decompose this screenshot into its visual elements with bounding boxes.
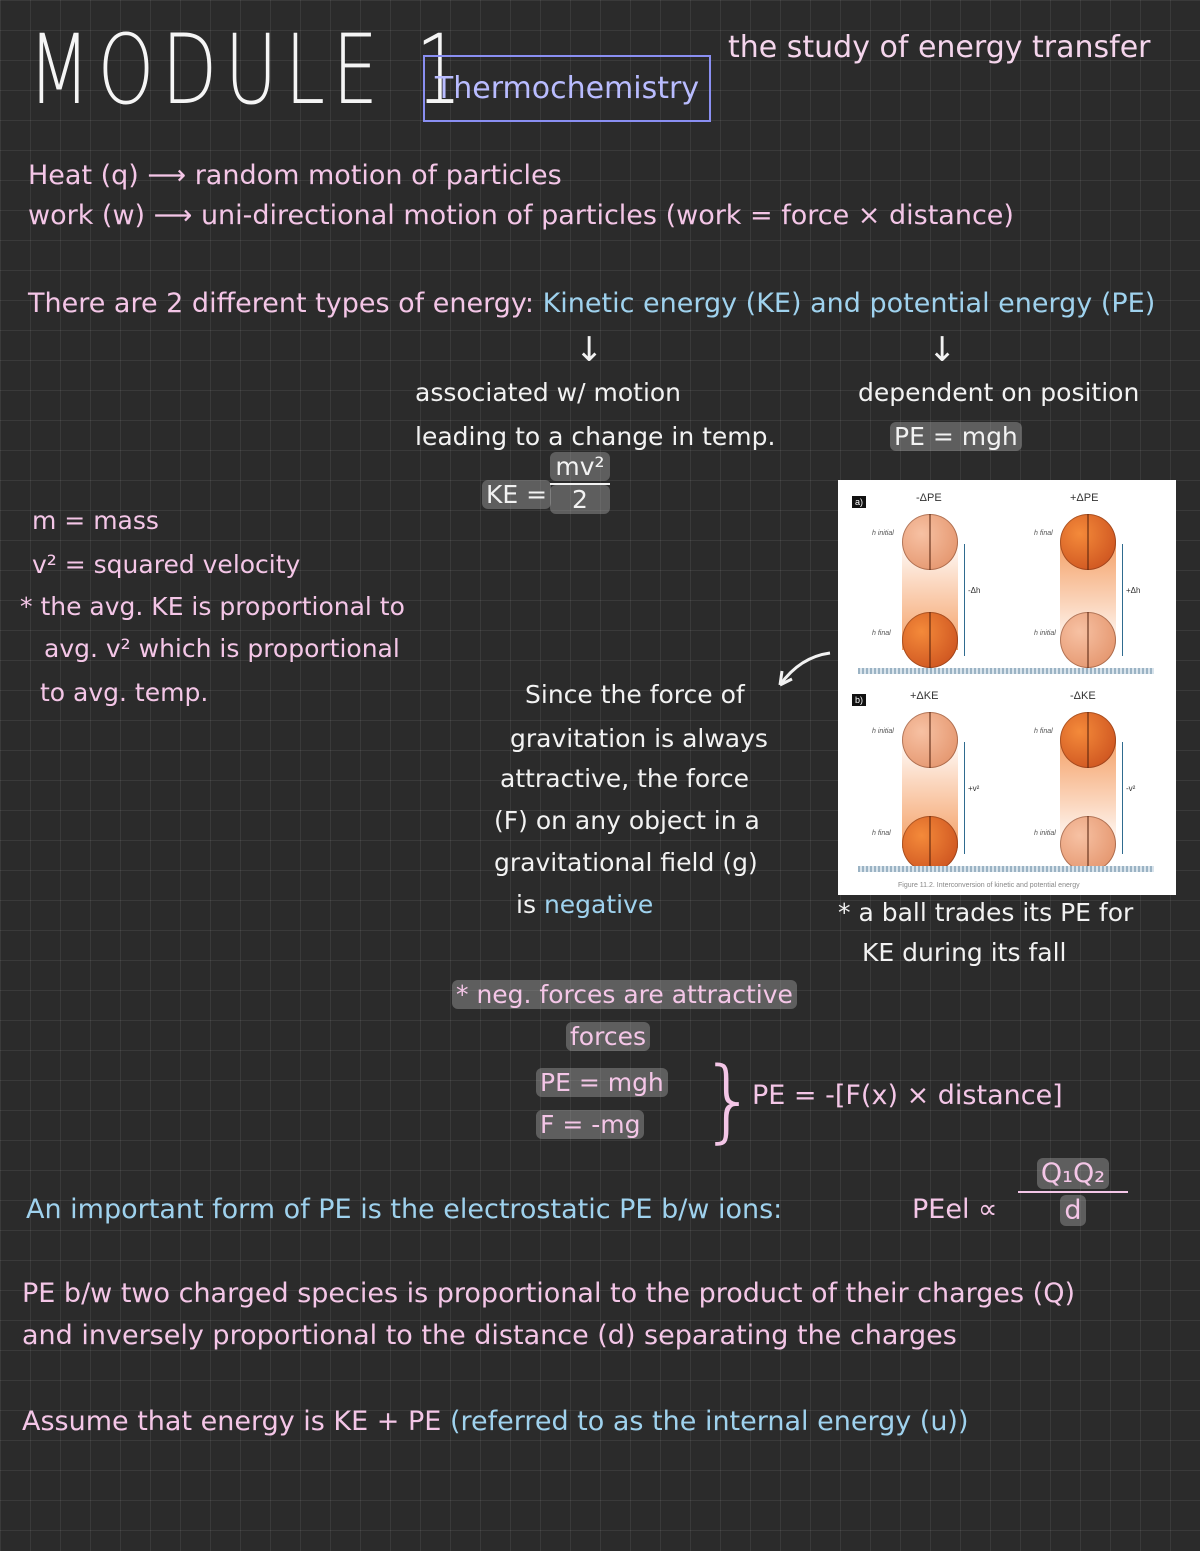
electrostatic-lhs: PEel ∝: [912, 1194, 998, 1225]
gravity-note-2: gravitation is always: [510, 724, 768, 753]
delta-h-label: -Δh: [968, 586, 981, 595]
panel-b-right-label: -ΔKE: [1070, 690, 1096, 702]
ball-start: [902, 712, 958, 768]
delta-arrow: [964, 544, 965, 656]
velocity-label: +v²: [968, 784, 980, 793]
kinetic-energy-term: Kinetic energy (KE): [542, 288, 802, 319]
curved-arrow-icon: [770, 645, 834, 697]
gravity-note-1: Since the force of: [525, 680, 745, 709]
topic-box: Thermochemistry: [423, 55, 711, 122]
h-initial-label: h initial: [1034, 630, 1056, 637]
ball-end: [902, 816, 958, 872]
internal-energy-line: [22, 1406, 969, 1437]
ke-note-1: * the avg. KE is proportional to: [20, 592, 405, 621]
h-final-label: h final: [1034, 728, 1053, 735]
pe-result: PE = -[F(x) × distance]: [752, 1080, 1063, 1111]
mass-note: m = mass: [32, 506, 159, 535]
internal-energy-pre: Assume that energy is KE + PE: [22, 1406, 442, 1437]
work-definition: work (w) ⟶ uni-directional motion of particles (work = force × distance): [28, 200, 1014, 231]
arrow-down-icon: ↓: [575, 330, 604, 370]
ball-start: [1060, 816, 1116, 872]
ball-end: [902, 612, 958, 668]
heat-definition: Heat (q) ⟶ random motion of particles: [28, 160, 562, 191]
velocity-note: v² = squared velocity: [32, 550, 301, 579]
negative-word: negative: [543, 890, 654, 919]
h-initial-label: h initial: [872, 530, 894, 537]
ke-description-2: leading to a change in temp.: [415, 422, 776, 451]
gravity-note-5: gravitational field (g): [494, 848, 758, 877]
h-final-label: h final: [872, 630, 891, 637]
ke-formula-denominator: 2: [550, 485, 610, 514]
delta-arrow: [1122, 544, 1123, 656]
electrostatic-text: An important form of PE is the electrostatic PE b/w ions:: [26, 1194, 783, 1225]
ground-line: [858, 866, 1154, 872]
ke-note-2: avg. v² which is proportional: [44, 634, 400, 663]
gravity-note-6: [516, 890, 653, 919]
panel-a-badge: a): [852, 496, 866, 508]
figure-caption: Figure 11.2. Interconversion of kinetic and potential energy: [898, 882, 1080, 889]
panel-a-right-label: +ΔPE: [1070, 492, 1099, 504]
h-final-label: h final: [872, 830, 891, 837]
arrow-down-icon: ↓: [928, 330, 957, 370]
proportional-line-1: PE b/w two charged species is proportional to the product of their charges (Q): [22, 1278, 1075, 1309]
energy-figure: [838, 480, 1176, 895]
ke-formula-fraction: [550, 452, 610, 514]
ball-end: [1060, 712, 1116, 768]
ground-line: [858, 668, 1154, 674]
pe-equation-2: F = -mg: [536, 1110, 644, 1139]
potential-energy-term: potential energy (PE): [869, 288, 1156, 319]
electrostatic-fraction: [1018, 1158, 1128, 1226]
subtitle: the study of energy transfer: [728, 30, 1151, 65]
pe-formula: PE = mgh: [890, 422, 1022, 451]
curly-brace: }: [700, 1048, 758, 1153]
pe-description: dependent on position: [858, 378, 1140, 407]
gravity-note-4: (F) on any object in a: [494, 806, 760, 835]
neg-forces-note-2: forces: [566, 1022, 650, 1051]
panel-b-badge: b): [852, 694, 866, 706]
pe-equation-1: PE = mgh: [536, 1068, 668, 1097]
ball-start: [1060, 612, 1116, 668]
panel-a-left-label: -ΔPE: [916, 492, 942, 504]
page-title: MODULE 1: [28, 14, 470, 126]
is-word: is: [516, 890, 536, 919]
ball-end: [1060, 514, 1116, 570]
proportional-line-2: and inversely proportional to the distance (d) separating the charges: [22, 1320, 957, 1351]
ball-start: [902, 514, 958, 570]
ke-description-1: associated w/ motion: [415, 378, 682, 407]
energy-intro: There are 2 different types of energy:: [28, 288, 534, 319]
and-word: and: [810, 288, 861, 319]
velocity-label: -v²: [1126, 784, 1136, 793]
panel-b-left-label: +ΔKE: [910, 690, 939, 702]
ball-note-1: * a ball trades its PE for: [838, 898, 1134, 927]
internal-energy-post: (referred to as the internal energy (u)): [449, 1406, 969, 1437]
neg-forces-note-1: * neg. forces are attractive: [452, 980, 797, 1009]
delta-arrow: [1122, 742, 1123, 854]
h-final-label: h final: [1034, 530, 1053, 537]
ball-note-2: KE during its fall: [862, 938, 1067, 967]
electrostatic-denominator: d: [1060, 1195, 1085, 1226]
energy-types-line: [28, 288, 1155, 319]
delta-arrow: [964, 742, 965, 854]
ke-formula-lhs: KE =: [482, 480, 551, 509]
electrostatic-numerator: Q₁Q₂: [1037, 1158, 1109, 1189]
h-initial-label: h initial: [1034, 830, 1056, 837]
h-initial-label: h initial: [872, 728, 894, 735]
fraction-bar: [1018, 1191, 1128, 1193]
gravity-note-3: attractive, the force: [500, 764, 750, 793]
ke-formula-numerator: mv²: [550, 452, 610, 481]
delta-h-label: +Δh: [1126, 586, 1141, 595]
ke-note-3: to avg. temp.: [40, 678, 209, 707]
